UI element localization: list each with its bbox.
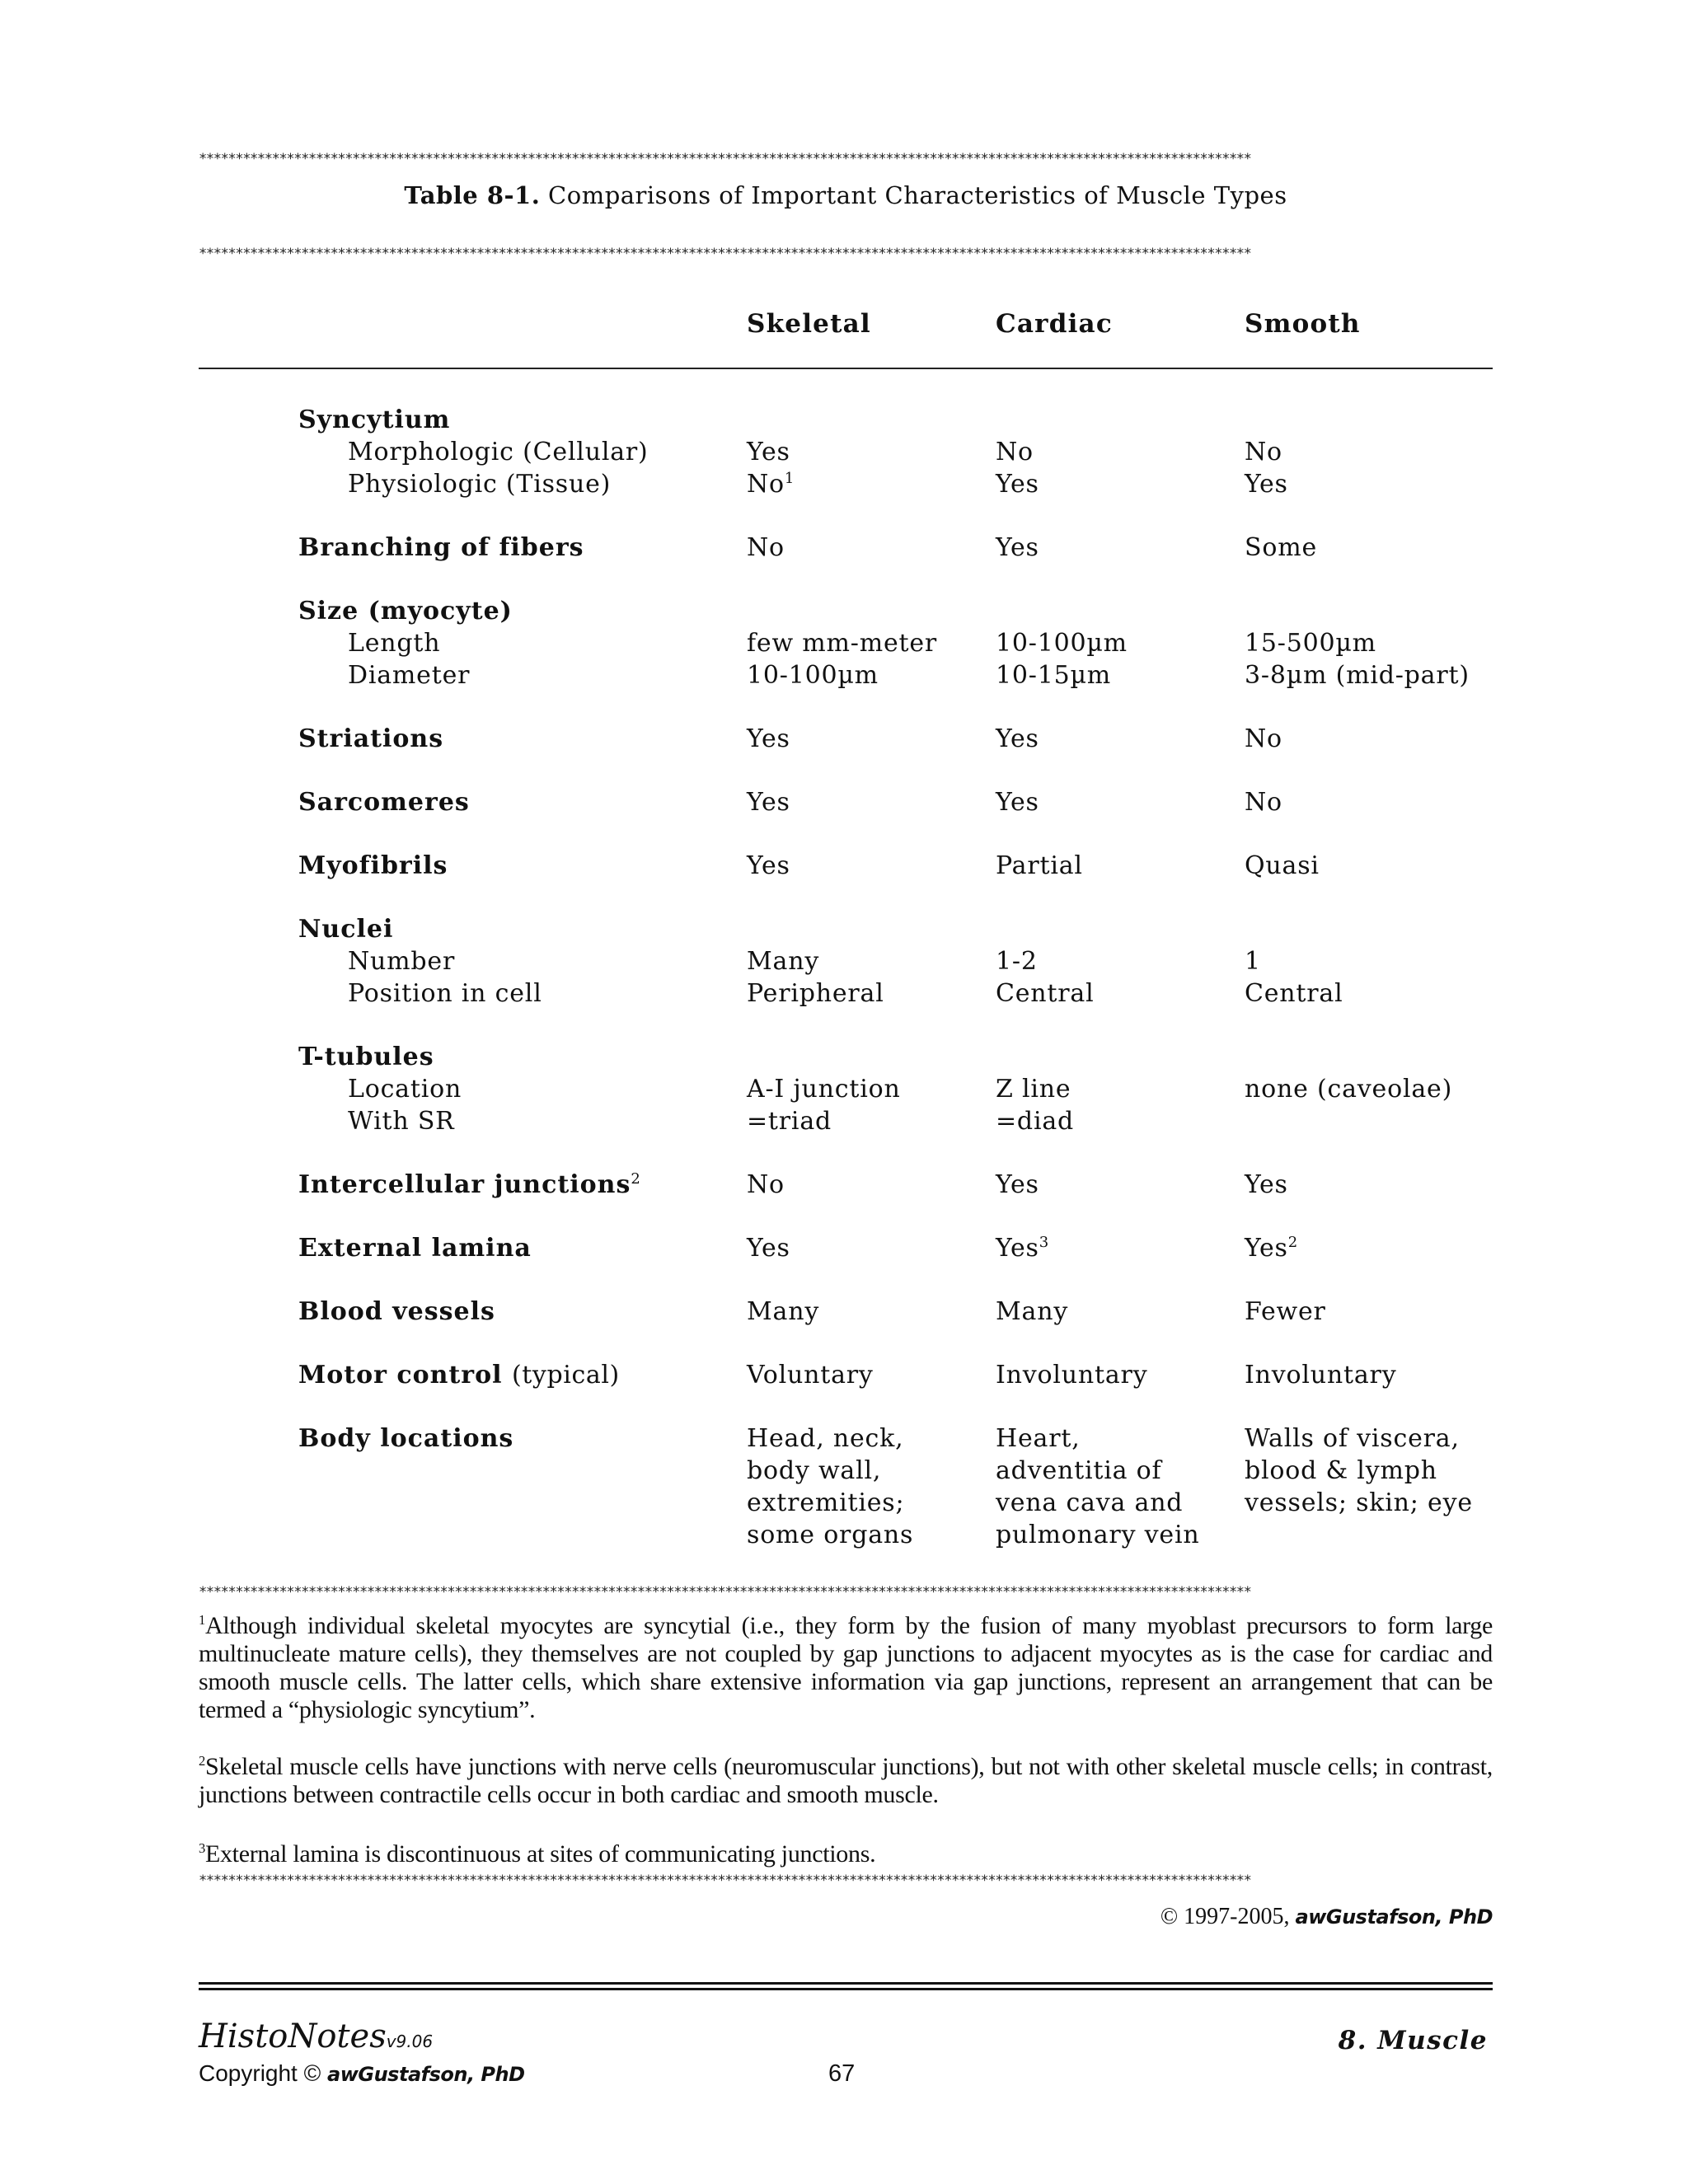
- table-cell: Walls of viscera, blood & lymph vessels; skin; eye: [1245, 1424, 1473, 1517]
- chapter-title: 8. Muscle: [1338, 2026, 1488, 2055]
- table-cell: Peripheral: [747, 979, 884, 1008]
- table-cell: A-I junction: [747, 1075, 901, 1104]
- table-cell: Yes: [996, 1170, 1039, 1199]
- table-cell: Head, neck, body wall, extremities; some organs: [747, 1424, 914, 1549]
- table-cell: Yes: [747, 1234, 790, 1263]
- column-header-cardiac: Cardiac: [996, 309, 1113, 339]
- row-label: Number: [348, 947, 456, 976]
- header-rule: [199, 368, 1493, 369]
- footnote-ref: 2: [631, 1170, 641, 1188]
- footnote-2: $^2$Skeletal muscle cells have junctions with nerve cells (neuromuscular junctions), but not with other skeletal muscle cells; in contrast, junctions between contractile cells occur in both cardiac and smooth muscle.: [199, 1753, 1493, 1808]
- table-cell: =triad: [747, 1107, 832, 1136]
- row-label: Position in cell: [348, 979, 542, 1008]
- row-heading-blood-vessels: Blood vessels: [298, 1297, 495, 1326]
- row-label: Location: [348, 1075, 462, 1104]
- table-cell: No: [1245, 438, 1282, 466]
- table-cell: 10-100µm: [747, 661, 879, 690]
- table-label: Table 8-1.: [404, 181, 541, 209]
- table-caption: [199, 181, 1493, 209]
- table-cell: 1: [1245, 947, 1261, 976]
- table-cell: Yes: [747, 851, 790, 880]
- asterisk-separator: ************************************************************************************************************************************************: [199, 1872, 1251, 1889]
- table-cell: Z line: [996, 1075, 1071, 1104]
- footer-rule: [199, 1988, 1493, 1990]
- table-cell: Yes: [996, 788, 1039, 817]
- table-cell: Many: [996, 1297, 1069, 1326]
- table-cell: Yes$^3$: [996, 1234, 1050, 1263]
- table-cell: Many: [747, 1297, 820, 1326]
- page-number: 67: [828, 2060, 856, 2087]
- table-cell: Central: [1245, 979, 1343, 1008]
- table-cell: Involuntary: [1245, 1361, 1397, 1390]
- row-heading-branching: Branching of fibers: [298, 533, 584, 562]
- table-cell: Some: [1245, 533, 1318, 562]
- table-cell: Partial: [996, 851, 1083, 880]
- table-cell: No: [1245, 724, 1282, 753]
- row-heading-motor-control: Motor control (typical): [298, 1361, 620, 1390]
- table-cell: 3-8µm (mid-part): [1245, 661, 1470, 690]
- table-cell: No$^1$: [747, 470, 795, 499]
- table-cell: Yes: [1245, 470, 1288, 499]
- table-cell: Many: [747, 947, 820, 976]
- table-cell: Yes: [747, 788, 790, 817]
- asterisk-separator: ************************************************************************************************************************************************: [199, 246, 1251, 262]
- table-cell: Central: [996, 979, 1095, 1008]
- footnote-ref: 3: [1039, 1234, 1050, 1251]
- table-cell: 15-500µm: [1245, 629, 1376, 658]
- asterisk-separator: ************************************************************************************************************************************************: [199, 1584, 1251, 1601]
- table-cell: few mm-meter: [747, 629, 938, 658]
- table-cell: No: [747, 1170, 785, 1199]
- row-heading-syncytium: Syncytium: [298, 405, 451, 434]
- column-header-skeletal: Skeletal: [747, 309, 871, 339]
- table-cell: Involuntary: [996, 1361, 1148, 1390]
- table-cell: No: [747, 533, 785, 562]
- row-heading-myofibrils: Myofibrils: [298, 851, 448, 880]
- table-title: Comparisons of Important Characteristics of Muscle Types: [548, 181, 1287, 209]
- row-label: Length: [348, 629, 441, 658]
- table-cell: No: [1245, 788, 1282, 817]
- row-label: Morphologic (Cellular): [348, 438, 649, 466]
- table-cell: Quasi: [1245, 851, 1320, 880]
- table-cell: Yes: [747, 724, 790, 753]
- footnote-ref: 1: [784, 470, 795, 487]
- table-cell: 10-15µm: [996, 661, 1112, 690]
- footer-rule: [199, 1982, 1493, 1985]
- table-cell: Voluntary: [747, 1361, 874, 1390]
- row-heading-intercellular-junctions: Intercellular junctions$^2$: [298, 1170, 641, 1199]
- footer-copyright: Copyright © awGustafson, PhD: [199, 2060, 525, 2086]
- footnote-ref: 2: [1287, 1234, 1299, 1251]
- table-cell: none (caveolae): [1245, 1075, 1453, 1104]
- row-heading-body-locations: Body locations: [298, 1424, 514, 1453]
- copyright-note: © 1997-2005, awGustafson, PhD: [1160, 1904, 1493, 1929]
- asterisk-separator: ************************************************************************************************************************************************: [199, 151, 1251, 167]
- table-cell: =diad: [996, 1107, 1075, 1136]
- row-label: Physiologic (Tissue): [348, 470, 612, 499]
- footnote-1: $^1$Although individual skeletal myocytes are syncytial (i.e., they form by the fusion of many myoblast precursors to form large multinucleate mature cells), they themselves are not coupled by gap junctions to adjacent myocytes as is the case for cardiac and smooth muscle cells. The latter cells, which share extensive information via gap junctions, represent an arrangement that can be termed a “physiologic syncytium”.: [199, 1612, 1493, 1723]
- row-heading-external-lamina: External lamina: [298, 1234, 532, 1263]
- table-cell: Yes: [996, 724, 1039, 753]
- table-cell: Yes: [996, 470, 1039, 499]
- row-heading-sarcomeres: Sarcomeres: [298, 788, 470, 817]
- table-cell: Yes$^2$: [1245, 1234, 1299, 1263]
- table-cell: Yes: [1245, 1170, 1288, 1199]
- row-heading-striations: Striations: [298, 724, 444, 753]
- table-cell: Yes: [747, 438, 790, 466]
- row-heading-nuclei: Nuclei: [298, 915, 394, 944]
- table-cell: Yes: [996, 533, 1039, 562]
- column-header-smooth: Smooth: [1245, 309, 1361, 339]
- table-cell: Heart, adventitia of vena cava and pulmonary vein: [996, 1424, 1200, 1549]
- row-heading-size: Size (myocyte): [298, 597, 513, 626]
- table-cell: Fewer: [1245, 1297, 1326, 1326]
- table-cell: No: [996, 438, 1034, 466]
- row-label: Diameter: [348, 661, 471, 690]
- table-cell: 10-100µm: [996, 629, 1128, 658]
- footnote-3: $^3$External lamina is discontinuous at sites of communicating junctions.: [199, 1840, 876, 1868]
- row-label: With SR: [348, 1107, 455, 1136]
- brand-logo: HistoNotesv9.06: [199, 2018, 434, 2055]
- row-heading-t-tubules: T-tubules: [298, 1043, 434, 1071]
- table-cell: 1-2: [996, 947, 1038, 976]
